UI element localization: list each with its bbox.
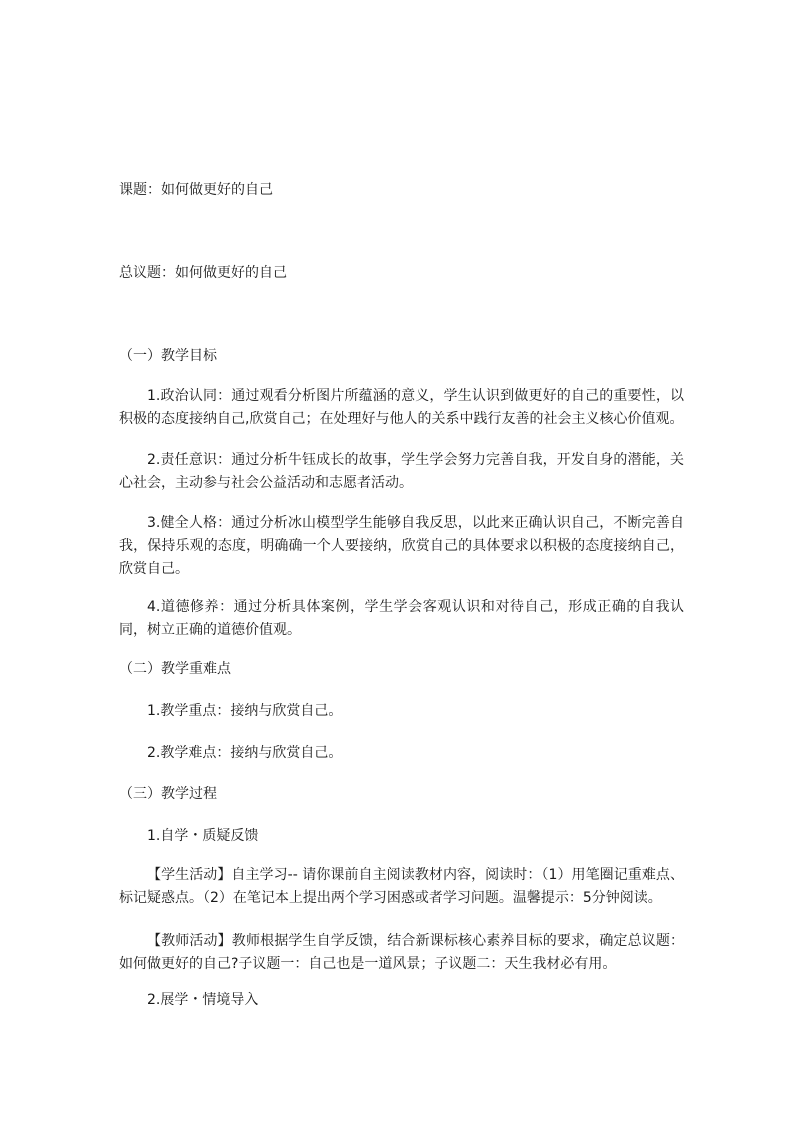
section-heading-key-points: （二）教学重难点 — [119, 661, 231, 677]
difficult-point: 2.教学难点：接纳与欣赏自己。 — [147, 745, 343, 761]
student-activity: 【学生活动】自主学习-- 请你课前自主阅读教材内容，阅读时：（1）用笔圈记重难点、标记疑惑点。（2）在笔记本上提出两个学习困惑或者学习问题。温馨提示：5分钟阅读。 — [119, 867, 684, 906]
process-step-scenario: 2.展学・情境导入 — [147, 992, 259, 1008]
key-point: 1.教学重点：接纳与欣赏自己。 — [147, 703, 343, 719]
objective-responsibility: 2.责任意识：通过分析牛钰成长的故事，学生学会努力完善自我，开发自身的潜能，关心社会，主动参与社会公益活动和志愿者活动。 — [119, 452, 684, 491]
objective-morality: 4.道德修养：通过分析具体案例，学生学会客观认识和对待自己，形成正确的自我认同，树立正确的道德价值观。 — [119, 599, 684, 638]
course-title: 课题：如何做更好的自己 — [119, 182, 273, 198]
main-topic: 总议题：如何做更好的自己 — [119, 265, 287, 281]
section-heading-objectives: （一）教学目标 — [119, 348, 217, 364]
section-heading-process: （三）教学过程 — [119, 786, 217, 802]
process-step-self-study: 1.自学・质疑反馈 — [147, 828, 259, 844]
objective-personality: 3.健全人格：通过分析冰山模型学生能够自我反思，以此来正确认识自己，不断完善自我，保持乐观的态度，明确确一个人要接纳，欣赏自己的具体要求以积极的态度接纳自己，欣赏自己。 — [119, 515, 684, 577]
objective-political-identity: 1.政治认同：通过观看分析图片所蕴涵的意义，学生认识到做更好的自己的重要性，以积极的态度接纳自己,欣赏自己；在处理好与他人的关系中践行友善的社会主义核心价值观。 — [119, 388, 684, 427]
teacher-activity: 【教师活动】教师根据学生自学反馈，结合新课标核心素养目标的要求，确定总议题：如何做更好的自己?子议题一：自己也是一道风景；子议题二：天生我材必有用。 — [119, 933, 684, 972]
